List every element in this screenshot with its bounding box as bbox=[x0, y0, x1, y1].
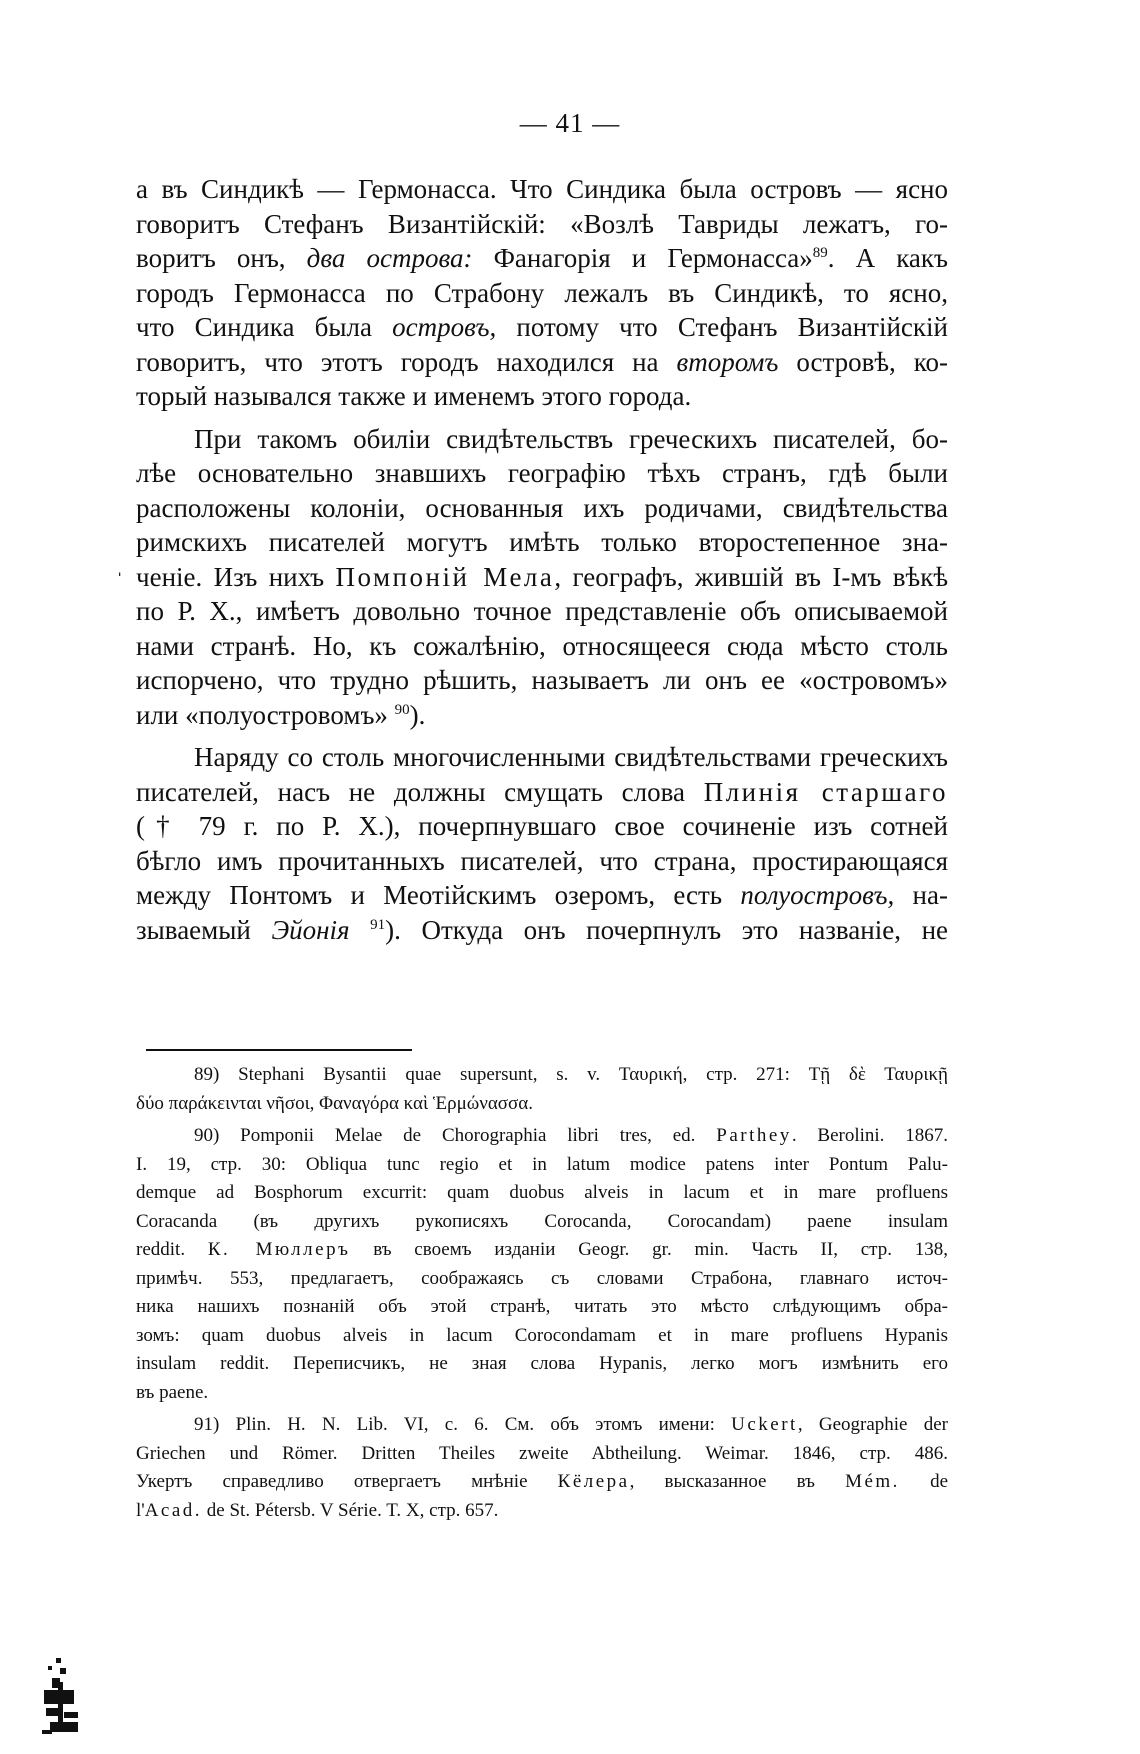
footnote-line: 91) Plin. H. N. Lib. VI, c. 6. См. объ этомъ имени: Uckert, Geographie der bbox=[194, 1414, 948, 1435]
footnote-line: δύο παράκεινται νῆσοι, Φαναγόρα καὶ Ἑρμώνασσα. bbox=[136, 1092, 533, 1114]
footnote-line: примѣч. 553, предлагаетъ, соображаясь съ словами Страбона, главнаго источ- bbox=[136, 1267, 948, 1289]
text-line: говоритъ Стефанъ Византійскій: «Возлѣ Тавриды лежатъ, го- bbox=[136, 208, 948, 239]
footnote-line: Coracanda (въ другихъ рукописяхъ Corocanda, Corocandam) paene insulam bbox=[136, 1210, 948, 1232]
margin-mark-icon: ˈ bbox=[116, 568, 124, 593]
footnote-line: Укертъ справедливо отвергаетъ мнѣніе Кёлера, высказанное въ Mém. de bbox=[136, 1471, 949, 1492]
text-line: торый назывался также и именемъ этого города. bbox=[136, 381, 692, 411]
text-line: зываемый Эйонія $^{91}$). Откуда онъ почерпнулъ это названіе, не bbox=[136, 914, 949, 945]
footnote-ref: 89 bbox=[812, 245, 828, 261]
text-line: говоритъ, что этотъ городъ находился на второмъ островѣ, ко- bbox=[136, 346, 948, 377]
text-line: городъ Гермонасса по Страбону лежалъ въ Синдикѣ, то ясно, bbox=[136, 277, 948, 308]
text-line: испорчено, что трудно рѣшить, называетъ ли онъ ее «островомъ» bbox=[136, 665, 948, 695]
text-line: а въ Синдикѣ — Гермонасса. Что Синдика была островъ — ясно bbox=[136, 174, 948, 204]
footnote-line: demque ad Bosphorum excurrit: quam duobus alveis in lacum et in mare profluens bbox=[136, 1182, 948, 1203]
text-line: римскихъ писателей могутъ имѣть только второстепенное зна- bbox=[136, 527, 948, 557]
text-line: лѣе основательно знавшихъ географію тѣхъ странъ, гдѣ были bbox=[136, 458, 948, 488]
footnotes bbox=[136, 1061, 948, 1525]
footnote-line: Griechen und Römer. Dritten Theiles zweite Abtheilung. Weimar. 1846, стр. 486. bbox=[136, 1442, 948, 1464]
footnote-ref: 90 bbox=[394, 701, 410, 718]
text-line: писателей, насъ не должны смущать слова Плинія старшаго bbox=[136, 776, 948, 807]
text-line: ченіе. Изъ нихъ Помпоній Мела, географъ, жившій въ I-мъ вѣкѣ bbox=[136, 561, 948, 592]
footnote-line: 89) Stephani Bysantii quae supersunt, s. v. Ταυρική, стр. 271: Τῇ δὲ Ταυρικῇ bbox=[194, 1064, 948, 1085]
text-line: или «полуостровомъ» $^{90}$). bbox=[136, 699, 426, 730]
main-text bbox=[136, 172, 948, 947]
footnote-line: 90) Pomponii Melae de Chorographia libri tres, ed. Parthey. Berolini. 1867. bbox=[194, 1125, 948, 1146]
footnote-separator bbox=[146, 1049, 412, 1051]
text-line: Наряду со столь многочисленными свидѣтельствами греческихъ bbox=[194, 742, 948, 772]
text-line: расположены колоніи, основанныя ихъ родичами, свидѣтельства bbox=[136, 492, 948, 523]
footnote-line: l'Acad. de St. Pétersb. V Série. T. X, стр. 657. bbox=[136, 1499, 499, 1521]
text-line: бѣгло имъ прочитанныхъ писателей, что страна, простирающаяся bbox=[136, 845, 948, 876]
library-stamp-icon bbox=[38, 1652, 86, 1740]
text-line: что Синдика была островъ, потому что Стефанъ Византійскій bbox=[136, 312, 948, 342]
footnote-line: въ paene. bbox=[136, 1381, 209, 1403]
footnote-ref: 91 bbox=[370, 916, 386, 933]
text-line: воритъ онъ, два острова: Фанагорія и Гермонасса»$^{89}$. А какъ bbox=[136, 243, 948, 273]
text-line: При такомъ обиліи свидѣтельствъ греческихъ писателей, бо- bbox=[194, 423, 948, 454]
footnote-line: I. 19, стр. 30: Obliqua tunc regio et in latum modice patens inter Pontum Palu- bbox=[136, 1153, 948, 1175]
text-line: между Понтомъ и Меотійскимъ озеромъ, есть полуостровъ, на- bbox=[136, 880, 948, 910]
text-line: по Р. Х., имѣетъ довольно точное представленіе объ описываемой bbox=[136, 596, 948, 626]
footnote-line: insulam reddit. Переписчикъ, не зная слова Hypanis, легко могъ измѣнить его bbox=[136, 1353, 948, 1374]
page-number: — 41 — bbox=[519, 108, 621, 138]
footnote-line: reddit. К. Мюллеръ въ своемъ изданіи Geogr. gr. min. Часть II, стр. 138, bbox=[136, 1239, 948, 1260]
text-line: († 79 г. по Р. Х.), почерпнувшаго свое сочиненіе изъ сотней bbox=[136, 811, 948, 841]
text-line: нами странѣ. Но, къ сожалѣнію, относящееся сюда мѣсто столь bbox=[136, 630, 948, 661]
footnote-line: ника нашихъ познаній объ этой странѣ, читать это мѣсто слѣдующимъ обра- bbox=[136, 1296, 948, 1317]
footnote-line: зомъ: quam duobus alveis in lacum Corocondamam et in mare profluens Hypanis bbox=[136, 1324, 948, 1346]
